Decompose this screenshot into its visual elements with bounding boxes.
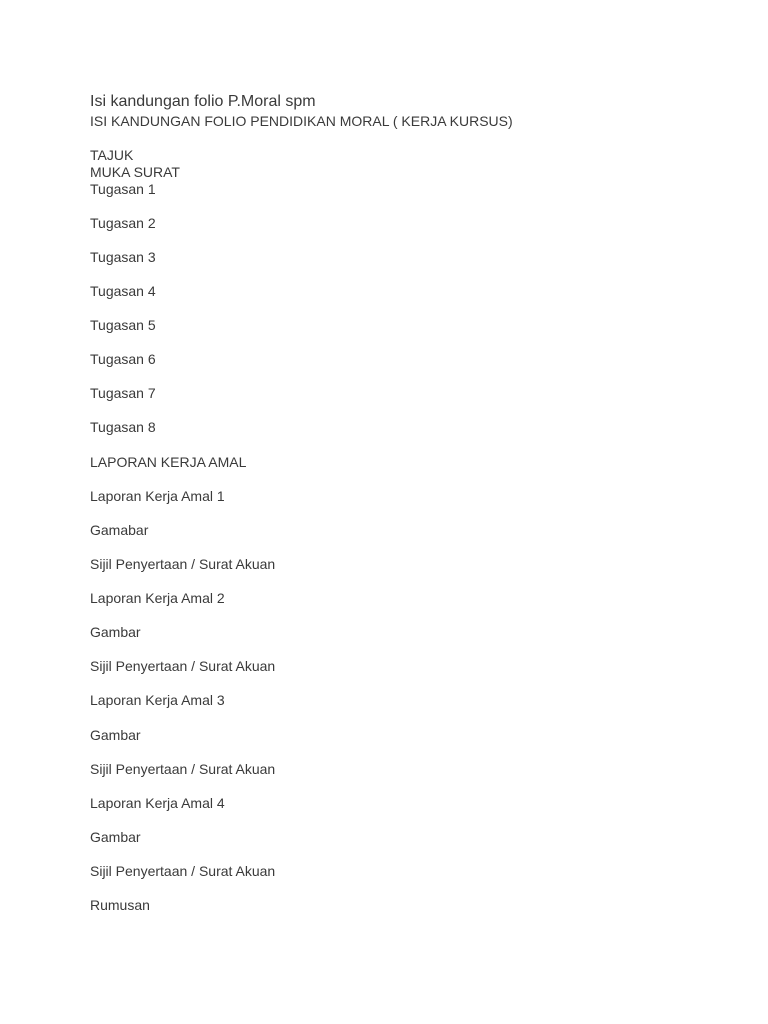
list-item: Laporan Kerja Amal 1 <box>90 488 225 504</box>
list-item: Tugasan 1 <box>90 181 156 197</box>
list-item: Gamabar <box>90 522 149 538</box>
list-item: Tugasan 6 <box>90 351 156 367</box>
section-heading: LAPORAN KERJA AMAL <box>90 454 247 470</box>
list-item: Gambar <box>90 727 141 743</box>
document-title: Isi kandungan folio P.Moral spm <box>90 93 316 110</box>
list-item: Tugasan 2 <box>90 215 156 231</box>
list-item: Gambar <box>90 624 141 640</box>
list-item: Rumusan <box>90 897 150 913</box>
header-tajuk: TAJUK <box>90 147 134 163</box>
list-item: Laporan Kerja Amal 4 <box>90 795 225 811</box>
header-muka-surat: MUKA SURAT <box>90 164 180 180</box>
list-item: Tugasan 8 <box>90 419 156 435</box>
list-item: Laporan Kerja Amal 3 <box>90 692 225 708</box>
list-item: Gambar <box>90 829 141 845</box>
list-item: Tugasan 7 <box>90 385 156 401</box>
list-item: Tugasan 4 <box>90 283 156 299</box>
list-item: Tugasan 5 <box>90 317 156 333</box>
document-subtitle: ISI KANDUNGAN FOLIO PENDIDIKAN MORAL ( KERJA KURSUS) <box>90 113 513 129</box>
list-item: Sijil Penyertaan / Surat Akuan <box>90 658 276 674</box>
list-item: Tugasan 3 <box>90 249 156 265</box>
list-item: Sijil Penyertaan / Surat Akuan <box>90 761 276 777</box>
list-item: Sijil Penyertaan / Surat Akuan <box>90 863 276 879</box>
list-item: Laporan Kerja Amal 2 <box>90 590 225 606</box>
list-item: Sijil Penyertaan / Surat Akuan <box>90 556 276 572</box>
